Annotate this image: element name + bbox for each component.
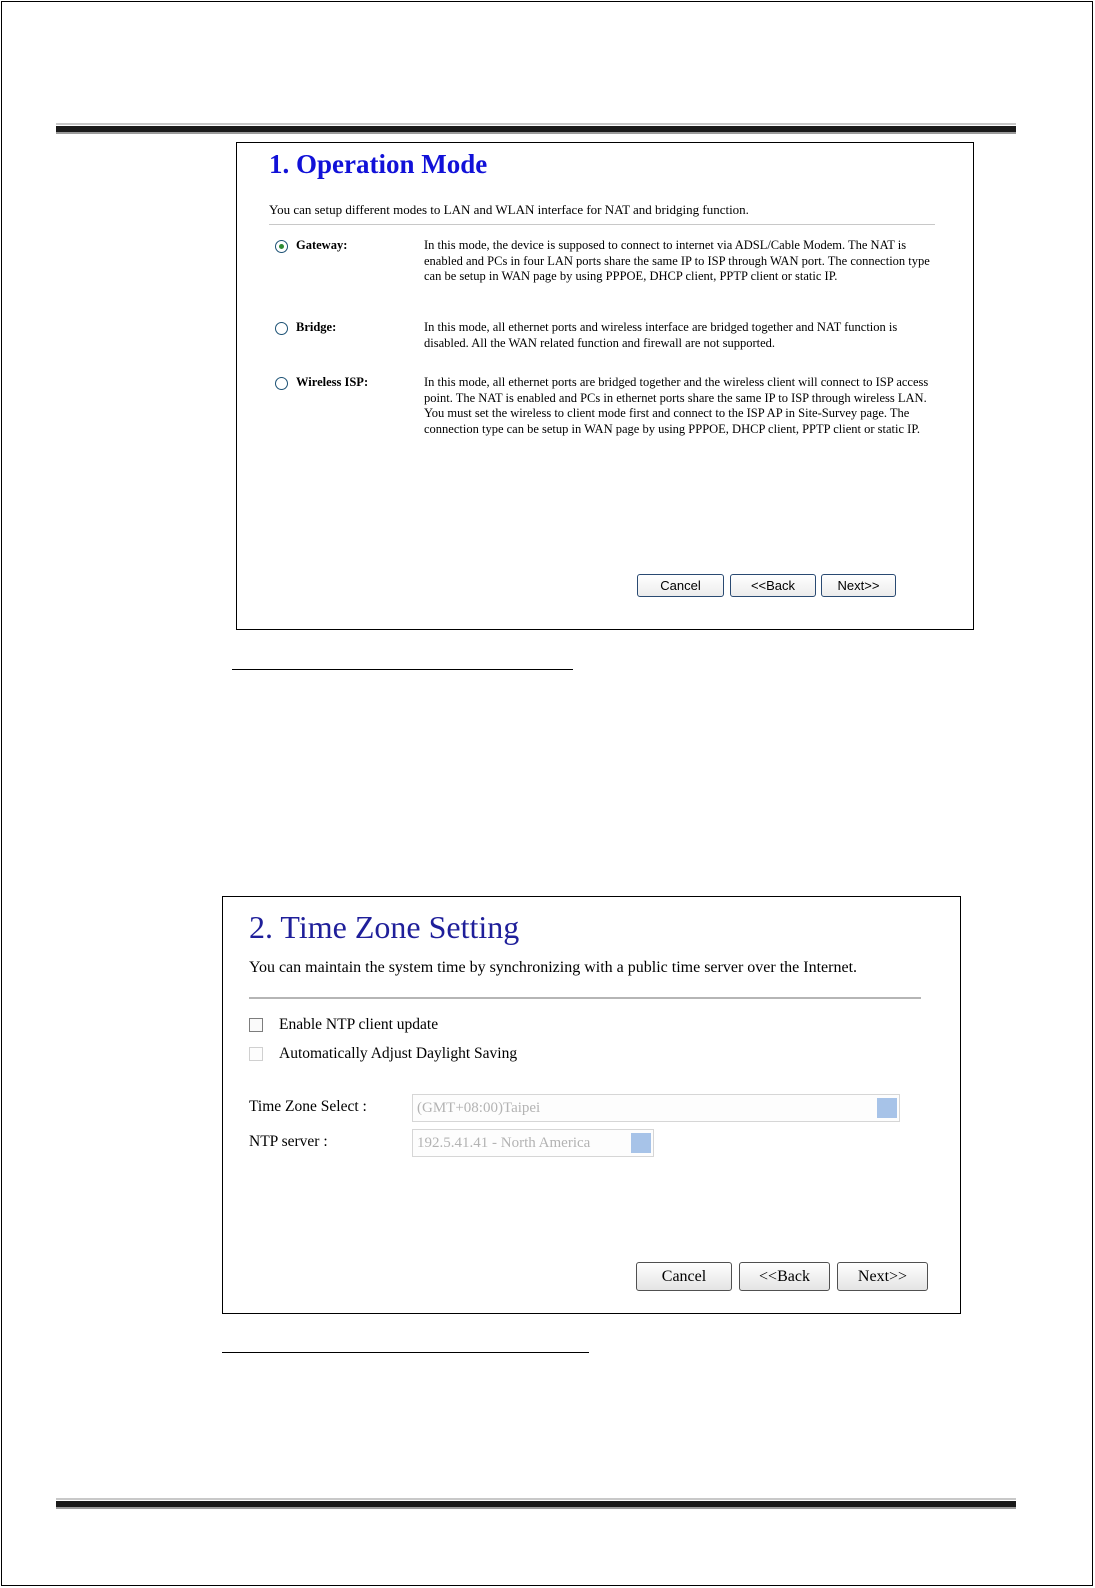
daylight-saving-label[interactable]: Automatically Adjust Daylight Saving [279, 1045, 518, 1062]
caption-underline-2 [222, 1352, 589, 1353]
time-zone-dropdown-icon[interactable] [877, 1098, 897, 1118]
gateway-label[interactable]: Gateway: [296, 238, 348, 252]
gateway-radio[interactable] [275, 240, 288, 253]
time-zone-divider [249, 997, 921, 999]
wireless-isp-radio[interactable] [275, 377, 288, 390]
operation-mode-divider [269, 224, 935, 225]
time-zone-select-label: Time Zone Select : [249, 1098, 367, 1115]
wireless-isp-description: In this mode, all ethernet ports are bridged together and the wireless client will connect to ISP access point. The NAT is enabled and PCs in ethernet ports share the same IP to ISP through wireless LAN. You must set the wireless to client mode first and connect to the ISP AP in Site-Survey page. The connection type can be setup in WAN page by using PPPOE, DHCP client, PPTP client or static IP. [424, 375, 929, 436]
ntp-server-label: NTP server : [249, 1133, 328, 1150]
footer-rule [56, 1498, 1016, 1509]
time-zone-cancel-button[interactable]: Cancel [636, 1262, 732, 1291]
ntp-server-dropdown-icon[interactable] [631, 1133, 651, 1153]
operation-mode-panel [236, 142, 974, 630]
wireless-isp-label[interactable]: Wireless ISP: [296, 375, 369, 389]
operation-mode-description: You can setup different modes to LAN and WLAN interface for NAT and bridging function. [269, 202, 749, 217]
time-zone-panel [222, 896, 961, 1314]
operation-cancel-button[interactable]: Cancel [637, 574, 724, 597]
time-zone-title: 2. Time Zone Setting [249, 909, 520, 945]
operation-next-button[interactable]: Next>> [821, 574, 896, 597]
time-zone-description: You can maintain the system time by synchronizing with a public time server over the Internet. [249, 959, 858, 976]
enable-ntp-label[interactable]: Enable NTP client update [279, 1016, 439, 1033]
bridge-label[interactable]: Bridge: [296, 320, 337, 334]
bridge-radio[interactable] [275, 322, 288, 335]
ntp-server-selected-value: 192.5.41.41 - North America [417, 1135, 591, 1151]
time-zone-selected-value: (GMT+08:00)Taipei [417, 1100, 541, 1116]
enable-ntp-checkbox[interactable] [249, 1018, 263, 1032]
time-zone-select[interactable] [412, 1094, 900, 1122]
header-rule [56, 123, 1016, 134]
operation-mode-title: 1. Operation Mode [269, 149, 488, 179]
caption-underline-1 [232, 669, 573, 670]
bridge-description: In this mode, all ethernet ports and wireless interface are bridged together and NAT function is disabled. All the WAN related function and firewall are not supported. [424, 320, 898, 350]
daylight-saving-checkbox[interactable] [249, 1047, 263, 1061]
ntp-server-select[interactable] [412, 1129, 654, 1157]
time-zone-back-button[interactable]: <<Back [739, 1262, 830, 1291]
gateway-description: In this mode, the device is supposed to connect to internet via ADSL/Cable Modem. The NAT is enabled and PCs in four LAN ports share the same IP to ISP through WAN port. The connection type can be setup in WAN page by using PPPOE, DHCP client, PPTP client or static IP. [424, 238, 930, 283]
time-zone-next-button[interactable]: Next>> [837, 1262, 928, 1291]
operation-back-button[interactable]: <<Back [730, 574, 816, 597]
